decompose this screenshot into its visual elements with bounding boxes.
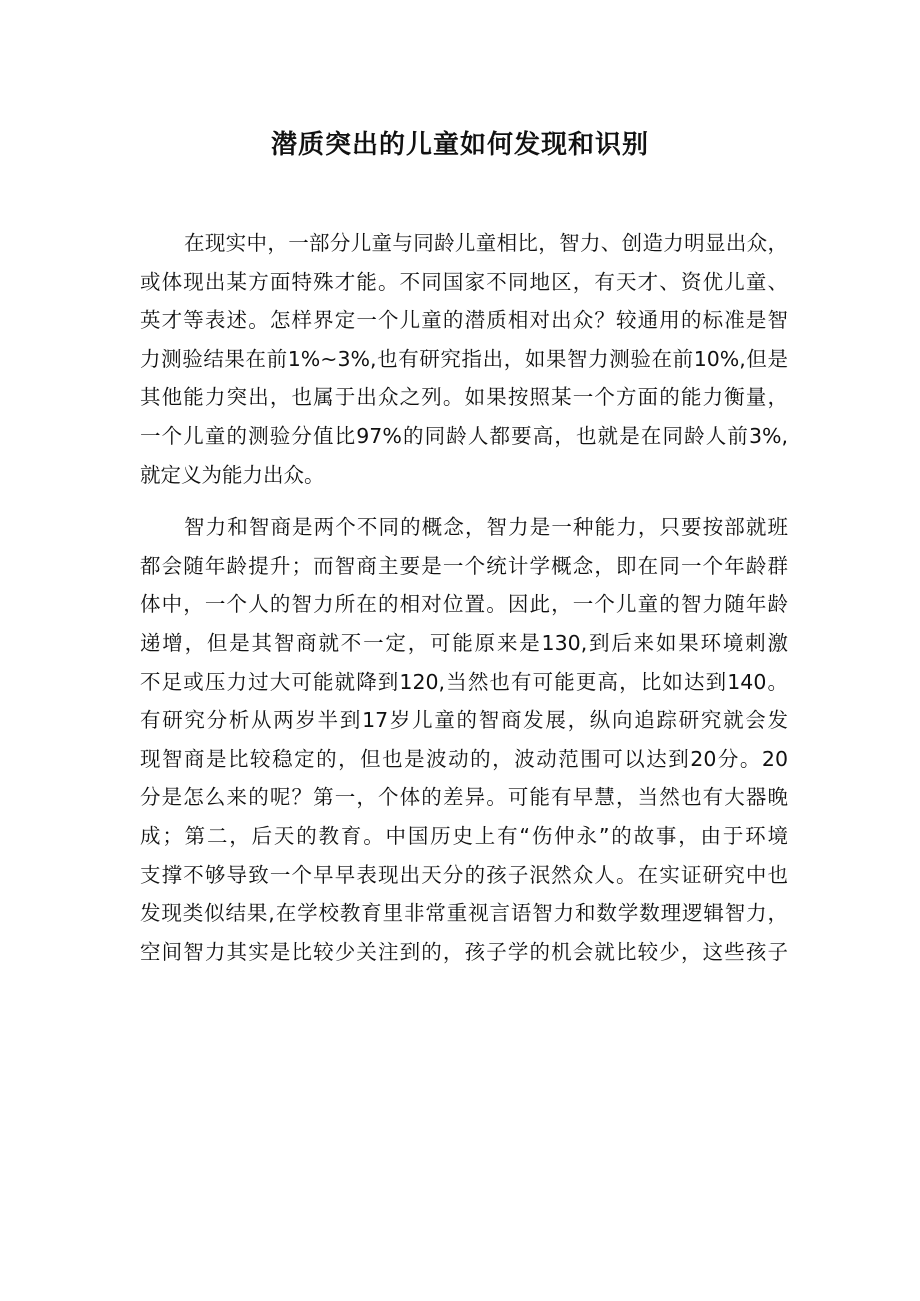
paragraph-line: 一个儿童的测验分值比97%的同龄人都要高，也就是在同龄人前3%,	[140, 423, 788, 448]
paragraph-line: 体中，一个人的智力所在的相对位置。因此，一个儿童的智力随年龄	[140, 592, 788, 617]
paragraph-line: 递增，但是其智商就不一定，可能原来是130,到后来如果环境刺激	[140, 630, 788, 655]
paragraph-line: 英才等表述。怎样界定一个儿童的潜质相对出众？较通用的标准是智	[140, 308, 788, 333]
paragraph-line: 成；第二，后天的教育。中国历史上有“伤仲永”的故事，由于环境	[140, 823, 788, 848]
document-title: 潜质突出的儿童如何发现和识别	[270, 130, 649, 161]
paragraph-line: 不足或压力过大可能就降到120,当然也有可能更高，比如达到140。	[140, 669, 788, 694]
paragraph-line: 其他能力突出，也属于出众之列。如果按照某一个方面的能力衡量，	[140, 385, 788, 410]
paragraph-line: 就定义为能力出众。	[140, 462, 325, 487]
paragraph-line: 有研究分析从两岁半到17岁儿童的智商发展，纵向追踪研究就会发	[140, 708, 788, 733]
paragraph-line: 现智商是比较稳定的，但也是波动的，波动范围可以达到20分。20	[140, 746, 788, 771]
paragraph-line: 支撑不够导致一个早早表现出天分的孩子泯然众人。在实证研究中也	[140, 862, 788, 887]
paragraph-line: 空间智力其实是比较少关注到的，孩子学的机会就比较少，这些孩子	[140, 939, 788, 964]
paragraph-1	[140, 224, 788, 494]
paragraph-line: 都会随年龄提升；而智商主要是一个统计学概念，即在同一个年龄群	[140, 553, 788, 578]
paragraph-2	[140, 508, 788, 971]
document-body	[140, 224, 788, 985]
paragraph-line: 或体现出某方面特殊才能。不同国家不同地区，有天才、资优儿童、	[140, 269, 788, 294]
paragraph-line: 在现实中，一部分儿童与同龄儿童相比，智力、创造力明显出众，	[184, 231, 788, 255]
paragraph-line: 发现类似结果,在学校教育里非常重视言语智力和数学数理逻辑智力，	[140, 901, 788, 926]
paragraph-line: 智力和智商是两个不同的概念，智力是一种能力，只要按部就班	[184, 515, 788, 540]
paragraph-line: 分是怎么来的呢？第一，个体的差异。可能有早慧，当然也有大器晚	[140, 785, 788, 810]
paragraph-line: 力测验结果在前1%~3%,也有研究指出，如果智力测验在前10%,但是	[140, 346, 788, 371]
